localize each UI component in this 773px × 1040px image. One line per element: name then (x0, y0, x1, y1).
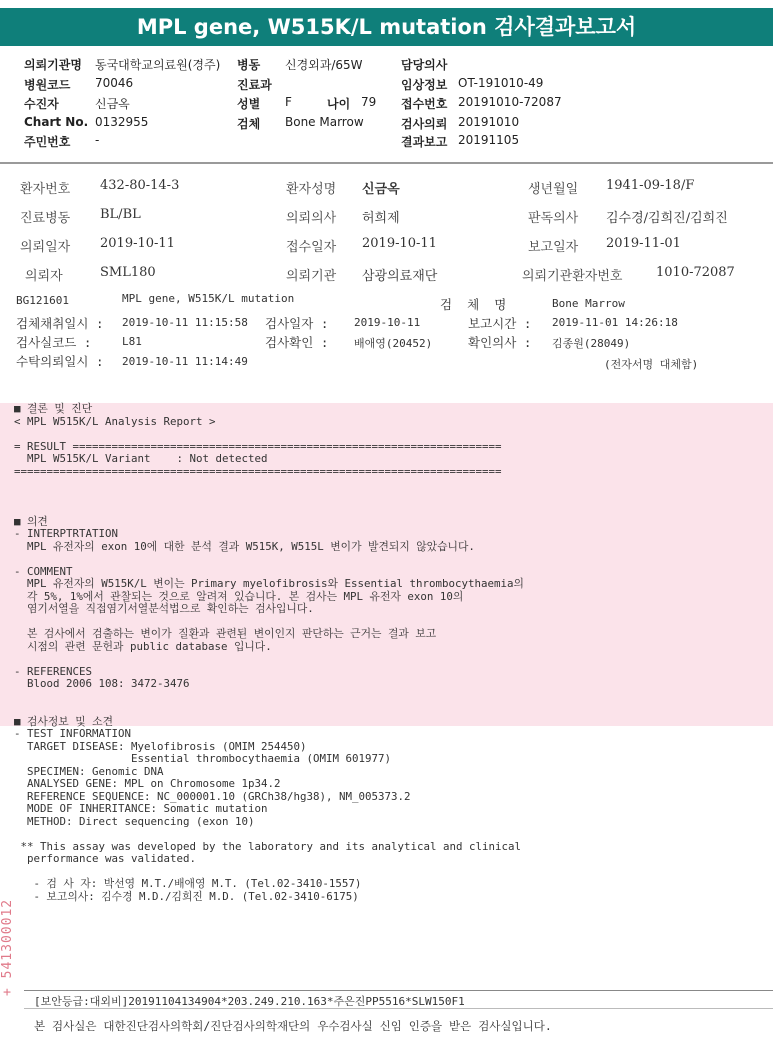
report-line: < MPL W515K/L Analysis Report > (14, 414, 216, 428)
patient-label: 판독의사 (528, 211, 579, 226)
specimen-value: 2019-10-11 11:14:49 (122, 355, 248, 368)
specimen-label: 검사일자 : (265, 316, 329, 331)
header-value: 0132955 (95, 115, 149, 129)
specimen-value: 2019-10-11 (354, 316, 421, 329)
header-value: 70046 (95, 76, 134, 90)
header-value: 신경외과/65W (285, 58, 363, 72)
specimen-value: Bone Marrow (552, 297, 625, 310)
header-label: 병동 (237, 58, 261, 72)
header-label: 의뢰기관명 (24, 58, 82, 72)
header-value: - (95, 133, 100, 147)
patient-value: 2019-10-11 (100, 236, 175, 251)
header-label: 결과보고 (401, 135, 448, 149)
patient-label: 진료병동 (20, 211, 71, 226)
header-value: Bone Marrow (285, 115, 364, 129)
specimen-label: 확인의사 : (468, 335, 532, 350)
report-line: MODE OF INHERITANCE: Somatic mutation (14, 802, 268, 815)
patient-label: 생년월일 (528, 182, 579, 197)
header-value: 신금옥 (95, 97, 130, 111)
specimen-label: 검체채취일시 : (16, 316, 104, 331)
test-name: MPL gene, W515K/L mutation (122, 292, 295, 305)
header-value: 20191010-72087 (458, 95, 562, 109)
specimen-label: 검사확인 : (265, 335, 329, 350)
header-label: 수진자 (24, 97, 59, 111)
patient-label: 환자번호 (20, 182, 71, 197)
header-value: F (285, 95, 292, 109)
specimen-label: 검사실코드 : (16, 335, 92, 350)
patient-label: 의뢰자 (25, 269, 63, 284)
report-line: ** This assay was developed by the laboratory and its analytical and clinical (14, 839, 522, 853)
report-line: - INTERPTRTATION (14, 527, 119, 540)
report-line: 시점의 관련 문헌과 public database 입니다. (14, 639, 272, 653)
patient-value: BL/BL (100, 207, 141, 222)
report-line: performance was validated. (14, 852, 197, 865)
header-label: 접수번호 (401, 97, 448, 111)
header-label: 임상정보 (401, 78, 448, 92)
report-line: ANALYSED GENE: MPL on Chromosome 1p34.2 (14, 777, 281, 790)
certification-note: 본 검사실은 대한진단검사의학회/진단검사의학재단의 우수검사실 신임 인증을 받은 검사실입니다. (34, 1019, 552, 1033)
report-line: - REFERENCES (14, 664, 93, 678)
specimen-label: 검 체 명 (440, 297, 507, 312)
report-line: ■ 검사정보 및 소견 (14, 714, 114, 728)
header-label: Chart No. (24, 115, 89, 129)
header-label: 나이 (327, 97, 351, 111)
header-value: 20191105 (458, 133, 520, 147)
header-value: 20191010 (458, 115, 520, 129)
header-label: 담당의사 (401, 58, 448, 72)
report-line: Blood 2006 108: 3472-3476 (14, 677, 190, 690)
specimen-value: 배애영(20452) (354, 337, 433, 350)
header-label: 병원코드 (24, 78, 71, 92)
report-line: MPL W515K/L Variant : Not detected (14, 452, 268, 465)
patient-value: 1941-09-18/F (606, 178, 695, 193)
patient-label: 보고일자 (528, 240, 579, 255)
divider (0, 162, 773, 164)
specimen-value: 2019-10-11 11:15:58 (122, 316, 248, 329)
header-label: 진료과 (237, 78, 272, 92)
header-label: 주민번호 (24, 135, 71, 149)
patient-value: 삼광의료재단 (362, 269, 438, 284)
header-value: OT-191010-49 (458, 76, 544, 90)
patient-label: 접수일자 (286, 240, 337, 255)
patient-value: 신금옥 (362, 182, 400, 197)
patient-label: 의뢰일자 (20, 240, 71, 255)
patient-label: 의뢰기관환자번호 (522, 269, 623, 284)
security-line: [보안등급:대외비]20191104134904*203.249.210.163*주은진PP5516*SLW150F1 (34, 995, 465, 1008)
header-value: 동국대학교의료원(경주) (95, 58, 221, 72)
barcode-stamp: + 541300012 (0, 898, 15, 996)
report-line: - COMMENT (14, 564, 73, 578)
report-line: MPL 유전자의 W515K/L 변이는 Primary myelofibrosis와 Essential thrombocythaemia의 (14, 577, 524, 590)
specimen-label: 수탁의뢰일시 : (16, 354, 104, 369)
report-line: ■ 의견 (14, 514, 48, 528)
footer-divider (24, 1008, 773, 1009)
header-label: 검체 (237, 117, 261, 131)
report-line: 본 검사에서 검출하는 변이가 질환과 관련된 변이인지 판단하는 근거는 결과 보고 (14, 627, 437, 640)
e-signature-note: (전자서명 대체함) (604, 358, 699, 371)
report-line: 각 5%, 1%에서 관찰되는 것으로 알려져 있습니다. 본 검사는 MPL 유전자 exon 10의 (14, 589, 464, 603)
report-line: =========================================================================== (14, 464, 502, 478)
report-line: = RESULT ================================================================== (14, 439, 502, 453)
patient-value: 김수경/김희진/김희진 (606, 211, 728, 226)
report-line: - 검 사 자: 박선영 M.T./배애영 M.T. (Tel.02-3410-1557) (14, 877, 362, 890)
report-line: SPECIMEN: Genomic DNA (14, 764, 164, 778)
report-line: 염기서열을 직접염기서열분석법으로 확인하는 검사입니다. (14, 602, 314, 615)
specimen-value: 2019-11-01 14:26:18 (552, 316, 678, 329)
report-line: - TEST INFORMATION (14, 727, 132, 740)
patient-value: 허희제 (362, 211, 400, 226)
report-title: MPL gene, W515K/L mutation 검사결과보고서 (0, 8, 773, 46)
specimen-value: 김종원(28049) (552, 337, 631, 350)
header-label: 검사의뢰 (401, 117, 448, 131)
specimen-code: BG121601 (16, 294, 69, 307)
patient-value: 432-80-14-3 (100, 178, 180, 193)
report-line: METHOD: Direct sequencing (exon 10) (14, 814, 255, 828)
report-line: TARGET DISEASE: Myelofibrosis (OMIM 254450) (14, 739, 307, 753)
specimen-label: 보고시간 : (468, 316, 532, 331)
report-line: MPL 유전자의 exon 10에 대한 분석 결과 W515K, W515L 변이가 발견되지 않았습니다. (14, 539, 475, 553)
patient-label: 의뢰기관 (286, 269, 337, 284)
report-line: - 보고의사: 김수경 M.D./김희진 M.D. (Tel.02-3410-6175) (14, 889, 359, 903)
specimen-value: L81 (122, 335, 142, 348)
patient-value: 2019-11-01 (606, 236, 681, 251)
report-line: ■ 결론 및 진단 (14, 402, 93, 415)
header-label: 성별 (237, 97, 261, 111)
report-line: REFERENCE SEQUENCE: NC_000001.10 (GRCh38/hg38), NM_005373.2 (14, 789, 411, 803)
footer-divider (24, 990, 773, 991)
patient-label: 의뢰의사 (286, 211, 337, 226)
patient-label: 환자성명 (286, 182, 337, 197)
patient-value: 2019-10-11 (362, 236, 437, 251)
patient-value: 1010-72087 (656, 265, 735, 280)
report-line: Essential thrombocythaemia (OMIM 601977) (14, 752, 392, 765)
header-value: 79 (361, 95, 377, 109)
patient-value: SML180 (100, 265, 156, 280)
